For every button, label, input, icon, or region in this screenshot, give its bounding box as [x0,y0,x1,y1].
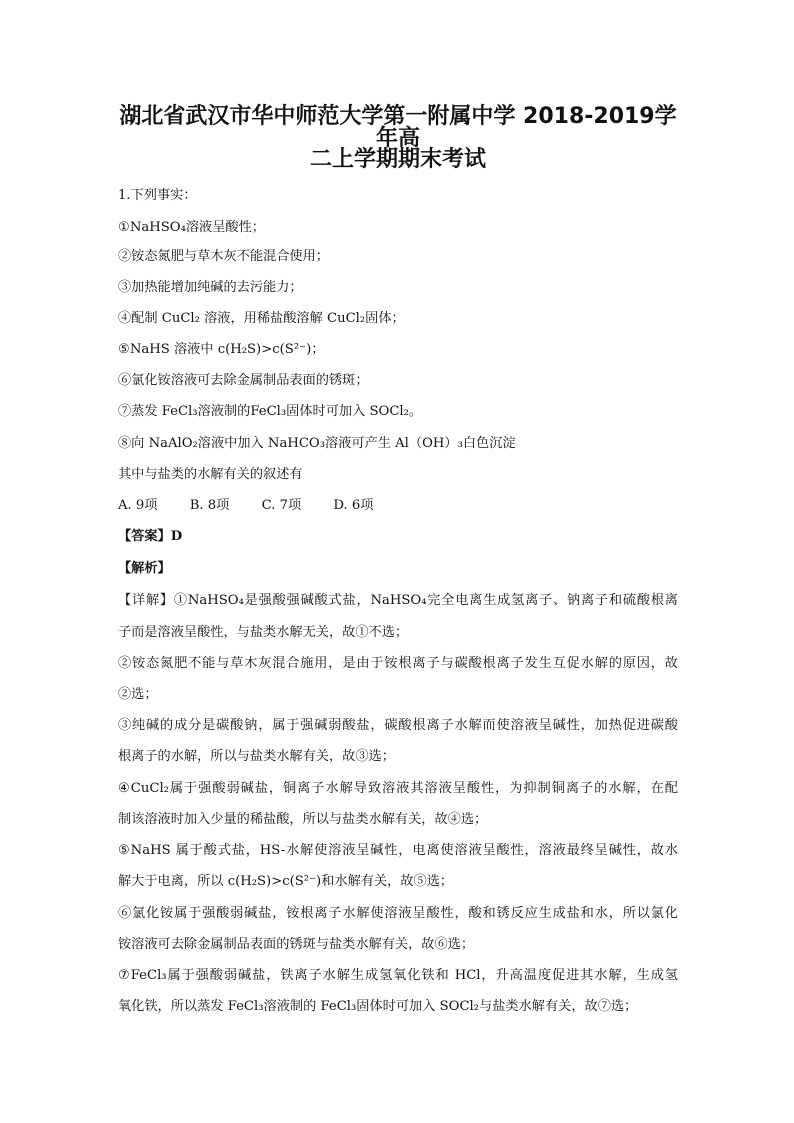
question-stem: 1.下列事实： [118,188,197,203]
question-item-5: ⑤NaHS 溶液中 c(H₂S)>c(S²⁻)； [118,342,325,357]
analysis-line: ②选； [118,687,158,702]
question-item-1: ①NaHSO₄溶液呈酸性； [118,220,265,235]
document-title-line-2: 二上学期期末考试 [309,147,486,172]
question-prompt: 其中与盐类的水解有关的叙述有 [118,467,303,482]
question-item-2: ②铵态氮肥与草木灰不能混合使用； [118,249,329,264]
analysis-line: 氧化铁，所以蒸发 FeCl₃溶液制的 FeCl₃固体时可加入 SOCl₂与盐类水解有关，故⑦选； [118,999,638,1014]
analysis-line: ②铵态氮肥不能与草木灰混合施用，是由于铵根离子与碳酸根离子发生互促水解的原因，故 [118,656,678,671]
answer-options [118,498,678,514]
analysis-line: 解大于电离，所以 c(H₂S)>c(S²⁻)和水解有关，故⑤选； [118,874,454,889]
document-title-line-1: 湖北省武汉市华中师范大学第一附属中学 2018-2019学年高 [119,104,677,151]
answer-label: 【答案】D [118,529,183,544]
analysis-line: 铵溶液可去除金属制品表面的锈斑与盐类水解有关，故⑥选； [118,937,475,952]
option-a: A. 9项 [118,498,158,513]
question-item-7: ⑦蒸发 FeCl₃溶液制的FeCl₃固体时可加入 SOCl₂。 [118,404,423,419]
question-item-6: ⑥氯化铵溶液可去除金属制品表面的锈斑； [118,373,369,388]
question-item-3: ③加热能增加纯碱的去污能力； [118,280,303,295]
question-item-4: ④配制 CuCl₂ 溶液，用稀盐酸溶解 CuCl₂固体； [118,311,405,326]
analysis-line: ⑥氯化铵属于强酸弱碱盐，铵根离子水解使溶液呈酸性，酸和锈反应生成盐和水，所以氯化 [118,906,678,921]
analysis-line: ④CuCl₂属于强酸弱碱盐，铜离子水解导致溶液其溶液呈酸性，为抑制铜离子的水解，在配 [118,781,678,796]
analysis-heading: 【解析】 [118,561,171,576]
analysis-line: 【详解】①NaHSO₄是强酸强碱酸式盐，NaHSO₄完全电离生成氢离子、钠离子和硫酸根离 [118,593,678,608]
analysis-line: ③纯碱的成分是碳酸钠，属于强碱弱酸盐，碳酸根离子水解而使溶液呈碱性，加热促进碳酸 [118,718,678,733]
analysis-line: 子而是溶液呈酸性，与盐类水解无关，故①不选； [118,625,409,640]
analysis-line: 制该溶液时加入少量的稀盐酸，所以与盐类水解有关，故④选； [118,812,488,827]
question-item-8: ⑧向 NaAlO₂溶液中加入 NaHCO₃溶液可产生 Al（OH）₃白色沉淀 [118,436,516,451]
option-c: C. 7项 [261,498,302,513]
analysis-line: 根离子的水解，所以与盐类水解有关，故③选； [118,749,395,764]
option-b: B. 8项 [189,498,230,513]
option-d: D. 6项 [333,498,374,513]
analysis-line: ⑤NaHS 属于酸式盐，HS-水解使溶液呈碱性，电离使溶液呈酸性，溶液最终呈碱性，故水 [118,843,678,858]
analysis-line: ⑦FeCl₃属于强酸弱碱盐，铁离子水解生成氢氧化铁和 HCl，升高温度促进其水解，生成氢 [118,968,678,983]
